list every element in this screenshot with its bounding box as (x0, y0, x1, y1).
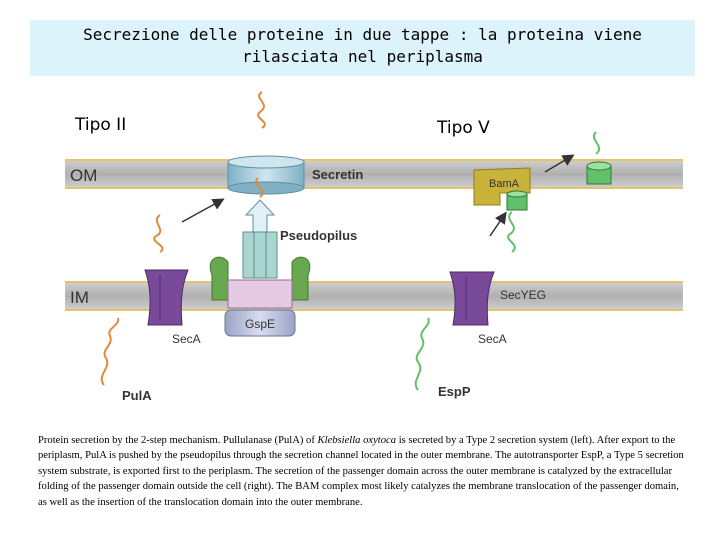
pseudopilus-arrow (246, 200, 274, 232)
espp-unfolded (416, 318, 429, 390)
caption-text-2: is secreted by a Type 2 secretion system (left). After export to the periplasm, PulA is pushed by the pseudopilus through the secretion channel located in the outer membrane. The autotransporter EspP, a Type 5 secretion system substrate, is exported first to the periplasm. The secretion of the passenger domain across the outer membrane is catalyzed by the extracellular folding of the passenger domain outside the cell (right). The BAM complex most likely catalyzes the membrane translocation of the passenger domain, as well as the insertion of the translocation domain into the outer membrane. (38, 435, 684, 508)
caption-species: Klebsiella oxytoca (317, 435, 397, 446)
seca-left-label: SecA (172, 332, 201, 346)
secretin-top (228, 156, 304, 168)
secretin-bottom (228, 182, 304, 194)
im-label: IM (70, 288, 89, 307)
type-ii-label: Tipo II (75, 115, 127, 135)
seca-right-label: SecA (478, 332, 507, 346)
title-line-2: rilasciata nel periplasma (242, 47, 483, 66)
caption-text-1: Protein secretion by the 2-step mechanism. Pullulanase (PulA) of (38, 435, 318, 446)
om-label: OM (70, 166, 98, 185)
inner-complex-core (228, 280, 292, 308)
secretin-label: Secretin (312, 167, 364, 182)
pula-secreted (258, 92, 265, 128)
seca-right-shape (450, 272, 494, 325)
pula-periplasm (154, 215, 162, 252)
inner-complex-left-lobe (210, 257, 228, 300)
espp-passenger (508, 212, 515, 252)
pseudopilus-label: Pseudopilus (280, 228, 358, 243)
type-v-label: Tipo V (437, 118, 490, 138)
bama-barrel-top (507, 191, 527, 197)
espp-label: EspP (438, 384, 471, 399)
figure-caption (38, 433, 688, 510)
pula-label: PulA (122, 388, 152, 403)
pula-unfolded (102, 318, 118, 385)
pula-chain (102, 92, 265, 403)
arrow-to-secretin (182, 200, 222, 222)
pseudopilus-stalk (243, 232, 277, 278)
gspe-label: GspE (244, 317, 276, 331)
espp-folded (594, 132, 599, 154)
arrow-to-bama (490, 214, 505, 236)
secyeg-label: SecYEG (500, 288, 547, 302)
bama-label: BamA (489, 178, 519, 190)
inserted-barrel-top (587, 162, 611, 170)
inner-complex-right-lobe (292, 257, 310, 300)
seca-left-shape (145, 270, 188, 325)
title-line-1: Secrezione delle proteine in due tappe : la proteina viene (83, 25, 642, 44)
